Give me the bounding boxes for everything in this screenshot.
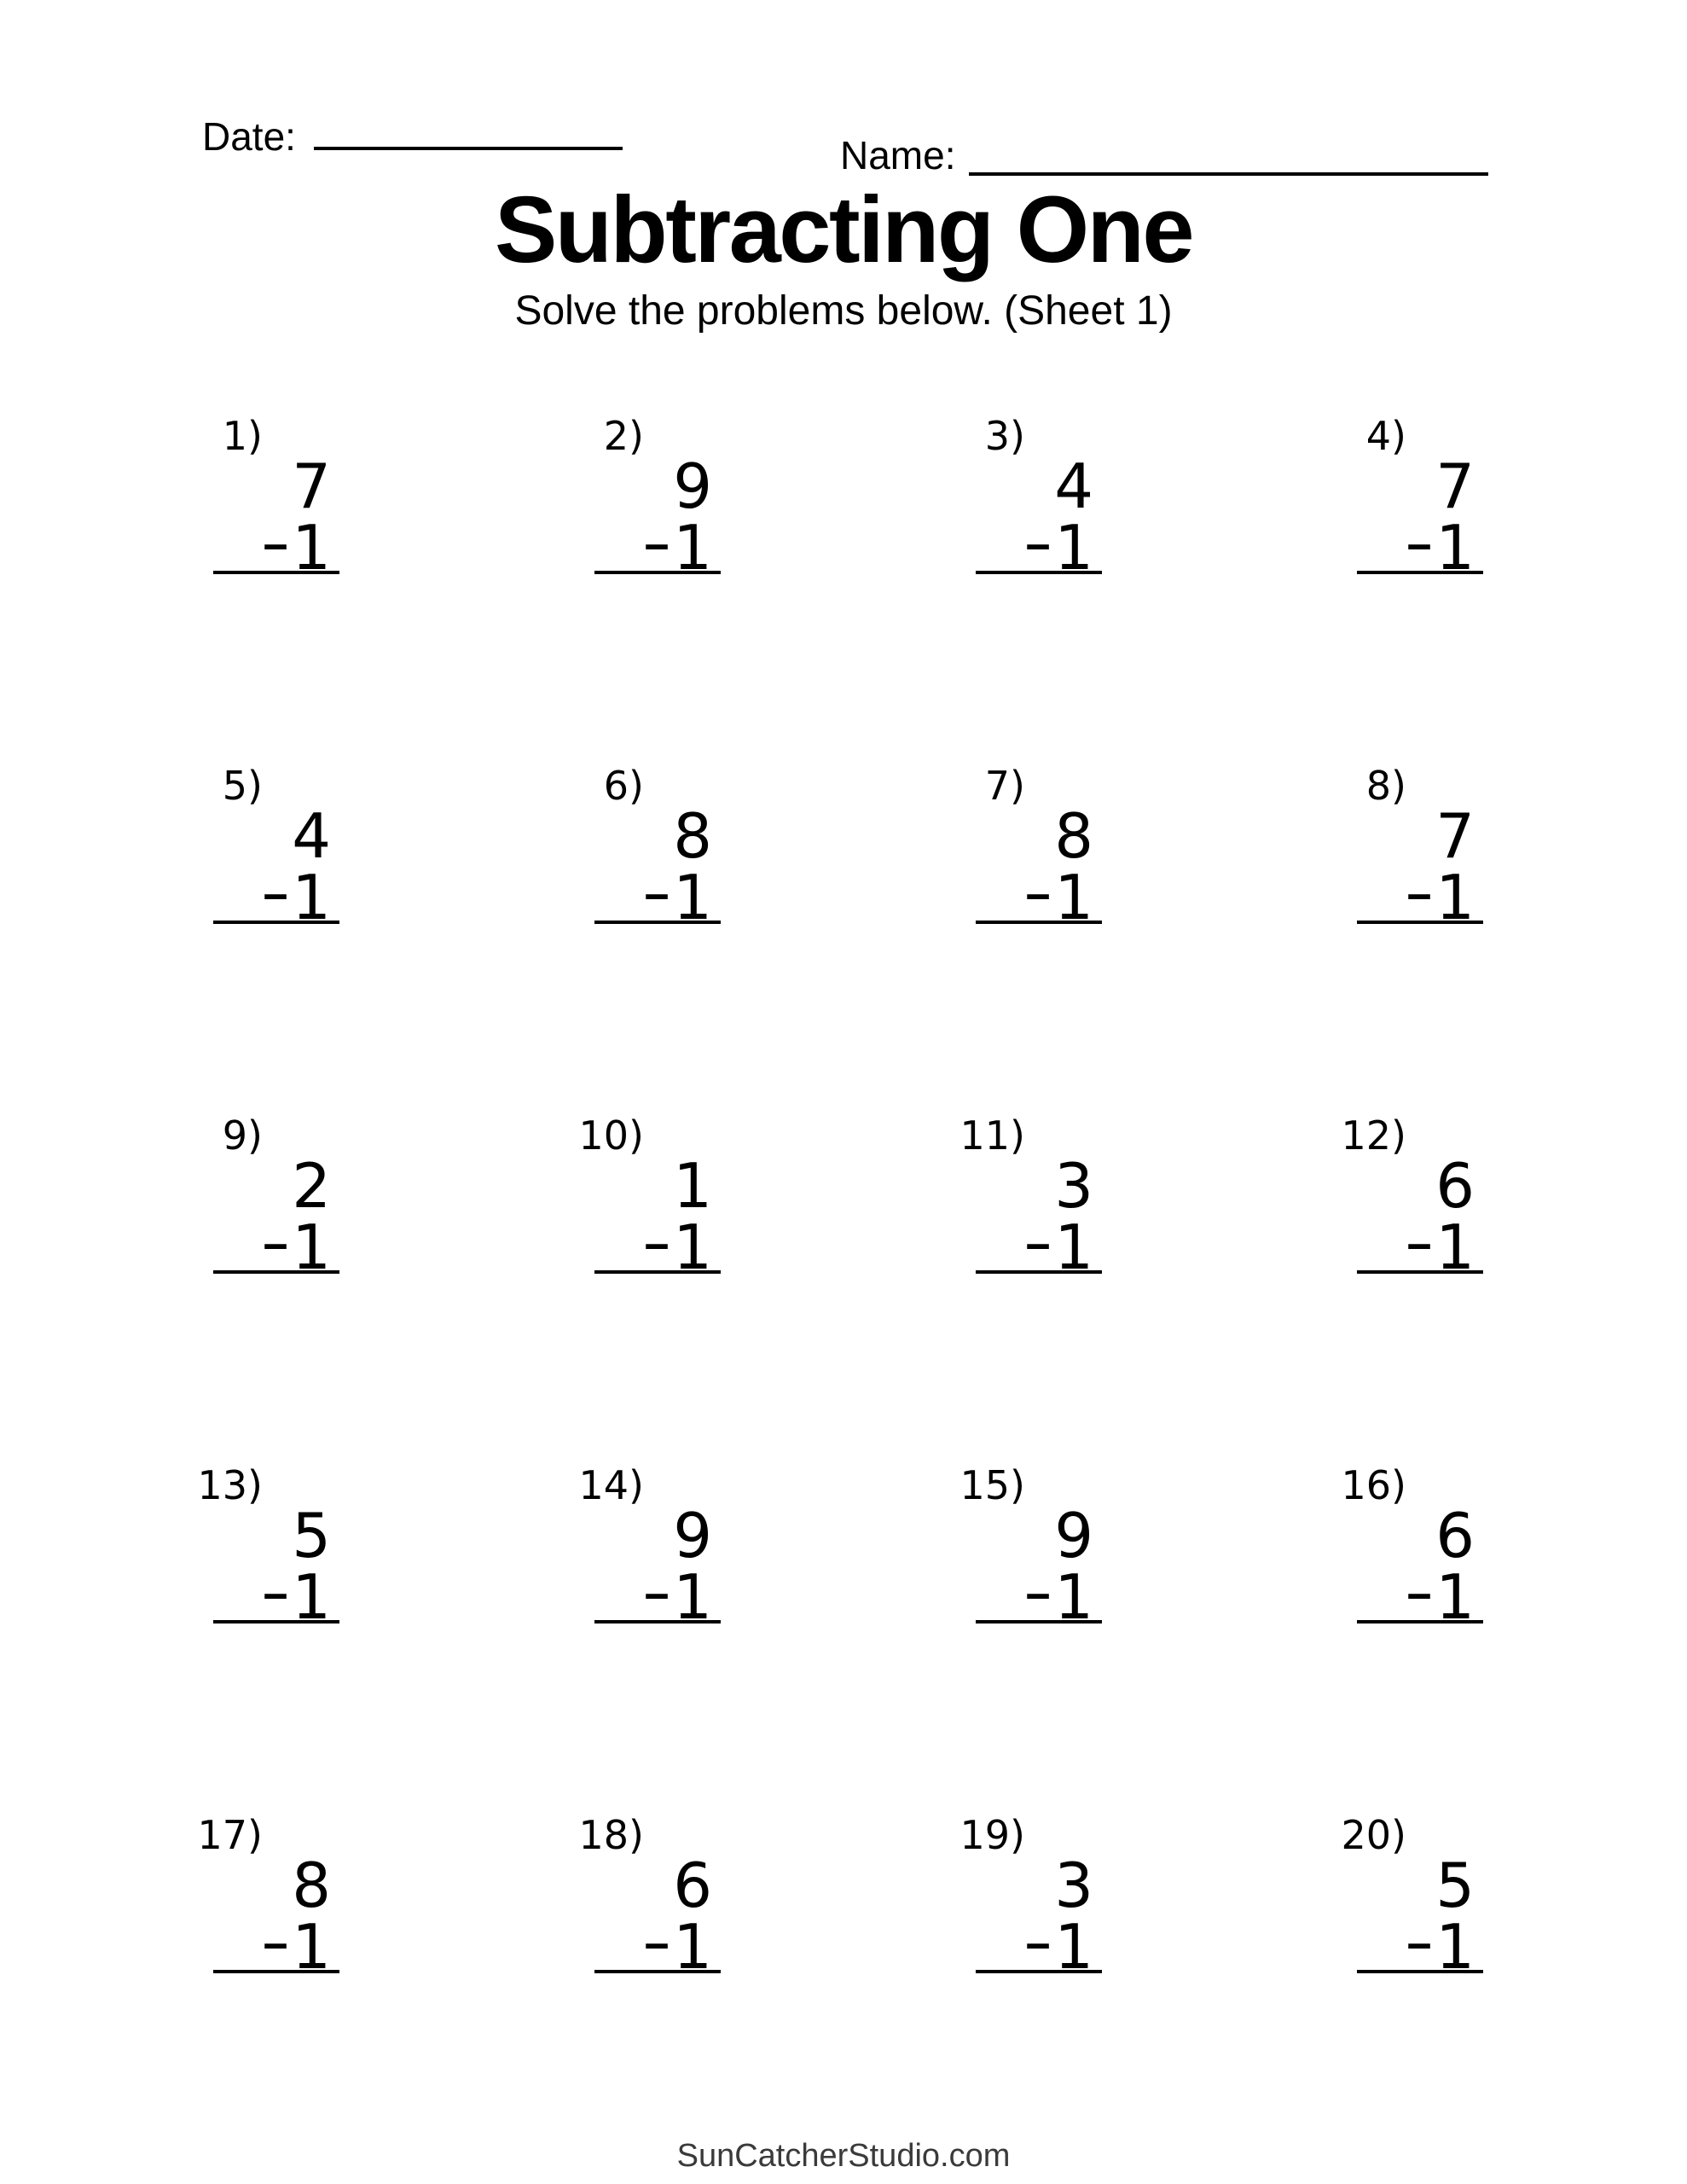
subtraction-problem [594, 763, 721, 933]
subtrahend-row [594, 1556, 721, 1633]
minuend: 3 [1054, 1150, 1093, 1222]
minuend: 9 [673, 450, 712, 522]
minuend: 9 [1054, 1500, 1093, 1571]
minuend: 8 [673, 800, 712, 872]
problem-number: 13) [197, 1462, 263, 1508]
minus-sign: - [641, 1206, 672, 1278]
problem-number: 12) [1341, 1112, 1406, 1159]
minus-sign: - [1404, 1906, 1435, 1978]
minuend: 6 [1435, 1500, 1475, 1571]
subtrahend: 1 [1054, 862, 1093, 933]
subtraction-problem [1341, 1112, 1483, 1283]
subtrahend-row [976, 857, 1102, 933]
problems-grid [197, 413, 1483, 1983]
problem-number: 6) [603, 763, 644, 809]
subtrahend-row [213, 857, 339, 933]
subtraction-problem [213, 763, 339, 933]
subtrahend: 1 [292, 1211, 331, 1283]
subtrahend: 1 [292, 1561, 331, 1633]
subtraction-problem [213, 413, 339, 584]
subtrahend-row [594, 507, 721, 584]
subtrahend-row [594, 857, 721, 933]
subtraction-problem [197, 1462, 339, 1633]
name-blank-line [969, 172, 1488, 176]
subtraction-problem [959, 1812, 1102, 1983]
problem-number: 16) [1341, 1462, 1406, 1508]
subtrahend: 1 [292, 862, 331, 933]
minus-sign: - [1404, 1206, 1435, 1278]
minus-sign: - [260, 1556, 291, 1628]
subtraction-problem [578, 1462, 721, 1633]
subtrahend: 1 [292, 1911, 331, 1983]
minus-sign: - [641, 857, 672, 928]
problem-number: 4) [1365, 413, 1406, 459]
problem-number: 11) [959, 1112, 1025, 1159]
minus-sign: - [1023, 1556, 1053, 1628]
minus-sign: - [641, 507, 672, 578]
problem-number: 20) [1341, 1812, 1406, 1858]
subtrahend-row [594, 1906, 721, 1983]
subtrahend-row [213, 507, 339, 584]
subtrahend: 1 [292, 512, 331, 584]
minuend: 3 [1054, 1850, 1093, 1921]
subtrahend: 1 [673, 512, 712, 584]
subtrahend: 1 [1054, 1561, 1093, 1633]
minuend: 9 [673, 1500, 712, 1571]
minuend: 6 [1435, 1150, 1475, 1222]
minuend: 5 [1435, 1850, 1475, 1921]
minus-sign: - [1023, 1206, 1053, 1278]
subtrahend: 1 [1435, 1211, 1475, 1283]
subtrahend: 1 [1435, 1561, 1475, 1633]
problem-number: 8) [1365, 763, 1406, 809]
minuend: 7 [1435, 450, 1475, 522]
subtrahend-row [976, 1206, 1102, 1283]
subtraction-problem [959, 1462, 1102, 1633]
minus-sign: - [641, 1556, 672, 1628]
minus-sign: - [260, 857, 291, 928]
subtrahend: 1 [1054, 512, 1093, 584]
problem-number: 9) [222, 1112, 263, 1159]
subtrahend-row [594, 1206, 721, 1283]
subtrahend: 1 [1435, 512, 1475, 584]
problem-number: 7) [984, 763, 1025, 809]
subtrahend-row [213, 1556, 339, 1633]
minuend: 7 [292, 450, 331, 522]
minuend: 1 [673, 1150, 712, 1222]
subtrahend: 1 [1054, 1911, 1093, 1983]
problem-number: 14) [578, 1462, 644, 1508]
minuend: 6 [673, 1850, 712, 1921]
problem-number: 15) [959, 1462, 1025, 1508]
page-title: Subtracting One [494, 177, 1193, 282]
problem-number: 2) [603, 413, 644, 459]
minuend: 5 [292, 1500, 331, 1571]
subtraction-problem [1357, 413, 1483, 584]
problem-number: 19) [959, 1812, 1025, 1858]
minuend: 4 [1054, 450, 1093, 522]
subtraction-problem [1357, 763, 1483, 933]
problem-number: 17) [197, 1812, 263, 1858]
subtraction-problem [976, 763, 1102, 933]
minus-sign: - [1023, 857, 1053, 928]
page-subtitle: Solve the problems below. (Sheet 1) [514, 288, 1173, 334]
minuend: 2 [292, 1150, 331, 1222]
subtraction-problem [213, 1112, 339, 1283]
problem-number: 3) [984, 413, 1025, 459]
minus-sign: - [1023, 1906, 1053, 1978]
footer-site: SunCatcherStudio.com [676, 2138, 1011, 2174]
minus-sign: - [1404, 1556, 1435, 1628]
subtrahend-row [1357, 857, 1483, 933]
minus-sign: - [1404, 857, 1435, 928]
subtrahend-row [976, 507, 1102, 584]
minuend: 7 [1435, 800, 1475, 872]
subtrahend-row [976, 1906, 1102, 1983]
minus-sign: - [1404, 507, 1435, 578]
subtraction-problem [976, 413, 1102, 584]
subtraction-problem [594, 413, 721, 584]
subtraction-problem [197, 1812, 339, 1983]
problem-number: 10) [578, 1112, 644, 1159]
subtrahend-row [213, 1206, 339, 1283]
subtrahend-row [213, 1906, 339, 1983]
subtrahend-row [1357, 1556, 1483, 1633]
name-label: Name: [840, 133, 956, 177]
minus-sign: - [260, 1906, 291, 1978]
subtraction-problem [1341, 1462, 1483, 1633]
subtrahend: 1 [673, 862, 712, 933]
subtrahend: 1 [1435, 862, 1475, 933]
problem-number: 18) [578, 1812, 644, 1858]
minuend: 8 [1054, 800, 1093, 872]
subtrahend-row [1357, 1206, 1483, 1283]
subtraction-problem [959, 1112, 1102, 1283]
minus-sign: - [260, 507, 291, 578]
subtraction-problem [578, 1112, 721, 1283]
subtrahend: 1 [1435, 1911, 1475, 1983]
date-blank-line [314, 147, 623, 150]
subtrahend: 1 [673, 1561, 712, 1633]
minus-sign: - [1023, 507, 1053, 578]
subtrahend-row [1357, 1906, 1483, 1983]
subtrahend: 1 [673, 1211, 712, 1283]
subtraction-problem [1341, 1812, 1483, 1983]
subtraction-problem [578, 1812, 721, 1983]
minus-sign: - [641, 1906, 672, 1978]
problem-number: 5) [222, 763, 263, 809]
subtrahend: 1 [673, 1911, 712, 1983]
date-label: Date: [202, 114, 296, 159]
problem-number: 1) [222, 413, 263, 459]
subtrahend-row [976, 1556, 1102, 1633]
minus-sign: - [260, 1206, 291, 1278]
minuend: 4 [292, 800, 331, 872]
subtrahend: 1 [1054, 1211, 1093, 1283]
minuend: 8 [292, 1850, 331, 1921]
subtrahend-row [1357, 507, 1483, 584]
